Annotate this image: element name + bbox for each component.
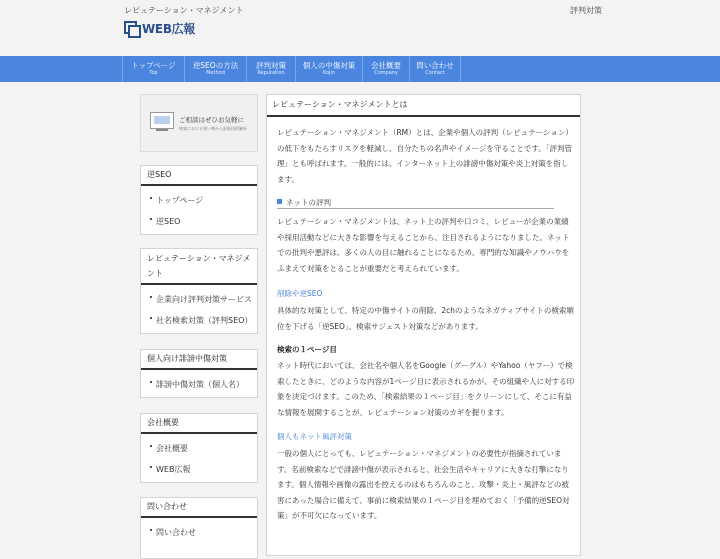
- site-tagline: レピュテーション・マネジメント: [124, 6, 244, 15]
- global-nav: [0, 56, 720, 82]
- nav-item-sub: Top: [149, 70, 158, 76]
- subheading-personal-reputation[interactable]: 個人もネット風評対策: [277, 432, 352, 441]
- title-divider: [267, 115, 580, 117]
- sidebar-box-contact: [140, 497, 258, 559]
- logo-squares-icon: [124, 21, 139, 36]
- sidebar-item-corporate-service[interactable]: 企業向け評判対策サービス: [141, 289, 257, 310]
- article-title: レピュテーション・マネジメントとは: [272, 100, 408, 109]
- nav-item-label: 会社概要: [371, 61, 401, 70]
- nav-item-label: 逆SEOの方法: [192, 61, 239, 70]
- section-heading-net-reputation: [277, 197, 331, 208]
- nav-item-company[interactable]: [363, 56, 410, 82]
- consultation-banner[interactable]: [140, 94, 258, 152]
- sidebar-item-web-pr[interactable]: WEB広報: [141, 459, 257, 480]
- nav-item-label: 評判対策: [256, 61, 286, 70]
- subheading-deletion-reverse-seo[interactable]: 削除や逆SEO: [277, 289, 323, 298]
- nav-item-label: 個人の中傷対策: [302, 61, 356, 70]
- sidebar-item-contact[interactable]: 問い合わせ: [141, 522, 257, 543]
- section-divider: [277, 208, 554, 209]
- computer-monitor-icon: [150, 112, 174, 129]
- subheading-first-page: 検索の１ページ目: [277, 345, 337, 354]
- text-first-page: ネット時代においては、会社名や個人名をGoogle（グーグル）やYahoo（ヤフー）で検索したときに、どのような内容が1ページ目に表示されるかが、その組織や人に対する印象を決定づけます。このため、「検索結果の１ページ目」をクリーンにして、そこに有益な情報を展開することが、レピュテーション対策のカギを握ります。: [277, 361, 575, 417]
- nav-item-kojin[interactable]: [296, 56, 363, 82]
- section-text-net-reputation: レピュテーション・マネジメントは、ネット上の評判や口コミ、レビューが企業の業績や採用活動などに大きな影響を与えることから、注目されるようになりました。ネットでの批判や悪評は、多くの人の目に触れることになるため、専門的な知識やノウハウをふまえて対策をとることが重要だと考えられています。: [277, 217, 570, 273]
- sidebar-box-reputation: [140, 248, 258, 334]
- main-article: [266, 94, 581, 556]
- site-header: [0, 0, 720, 56]
- nav-item-sub: Company: [374, 70, 398, 76]
- sidebar-item-reverse-seo[interactable]: 逆SEO: [141, 211, 257, 232]
- sidebar-item-top[interactable]: トップページ: [141, 190, 257, 211]
- text-deletion-reverse-seo: 具体的な対策として、特定の中傷サイトの削除、2chのようなネガティブサイトの検索順位を下げる「逆SEO」、検索サジェスト対策などがあります。: [277, 306, 574, 331]
- sidebar-box-title: 問い合わせ: [141, 498, 257, 518]
- banner-title: ご相談はぜひお気軽に: [179, 116, 244, 124]
- sidebar-box-company: [140, 413, 258, 483]
- sidebar-item-company-name-seo[interactable]: 社名検索対策（評判SEO）: [141, 310, 257, 331]
- nav-item-sub: Reputation: [257, 70, 285, 76]
- article-intro: レピュテーション・マネジメント（RM）とは、企業や個人の評判（レピュテーション）の低下をもたらすリスクを軽減し、自分たちの名声やイメージを守ることです。「評判管理」とも呼ばれます。一般的には、インターネット上の誹謗中傷対策や炎上対策を指します。: [277, 128, 573, 184]
- text-personal-reputation: 一般の個人にとっても、レピュテーション・マネジメントの必要性が指摘されています。名前検索などで誹謗中傷が表示されると、社会生活やキャリアに大きな打撃になります。個人情報や画像の露出を控えるのはもちろんのこと、攻撃・炎上・風評などの被害にあった場合に備えて、事前に検索結果の１ページ目を埋めておく「予備的逆SEO対策」が不可欠になっています。: [277, 449, 570, 520]
- nav-item-sub: Contact: [425, 70, 445, 76]
- nav-item-contact[interactable]: [410, 56, 461, 82]
- nav-item-method[interactable]: [185, 56, 247, 82]
- nav-item-top[interactable]: [123, 56, 185, 82]
- nav-item-sub: Method: [206, 70, 225, 76]
- nav-item-label: トップページ: [131, 61, 176, 70]
- sidebar-box-title: 逆SEO: [141, 166, 257, 186]
- sidebar-box-title: 会社概要: [141, 414, 257, 434]
- logo-text: WEB広報: [142, 22, 196, 36]
- square-bullet-icon: [277, 199, 282, 204]
- sidebar-box-title: レピュテーション・マネジメント: [141, 249, 257, 285]
- monitor-stand: [156, 129, 168, 131]
- banner-subtitle: 検索における悪い噂から最新技術解析: [179, 126, 247, 131]
- header-link-reputation[interactable]: 評判対策: [570, 6, 602, 15]
- sidebar-box-reverse-seo: [140, 165, 258, 235]
- nav-item-label: 問い合わせ: [416, 61, 454, 70]
- sidebar-item-company-profile[interactable]: 会社概要: [141, 438, 257, 459]
- nav-item-reputation[interactable]: [247, 56, 296, 82]
- site-logo[interactable]: [124, 20, 195, 37]
- section-heading-text: ネットの評判: [286, 198, 331, 207]
- sidebar-box-title: 個人向け誹謗中傷対策: [141, 350, 257, 370]
- nav-item-sub: Kojin: [322, 70, 336, 76]
- sidebar-box-personal: [140, 349, 258, 398]
- sidebar-item-personal-defamation[interactable]: 誹謗中傷対策（個人名）: [141, 374, 257, 395]
